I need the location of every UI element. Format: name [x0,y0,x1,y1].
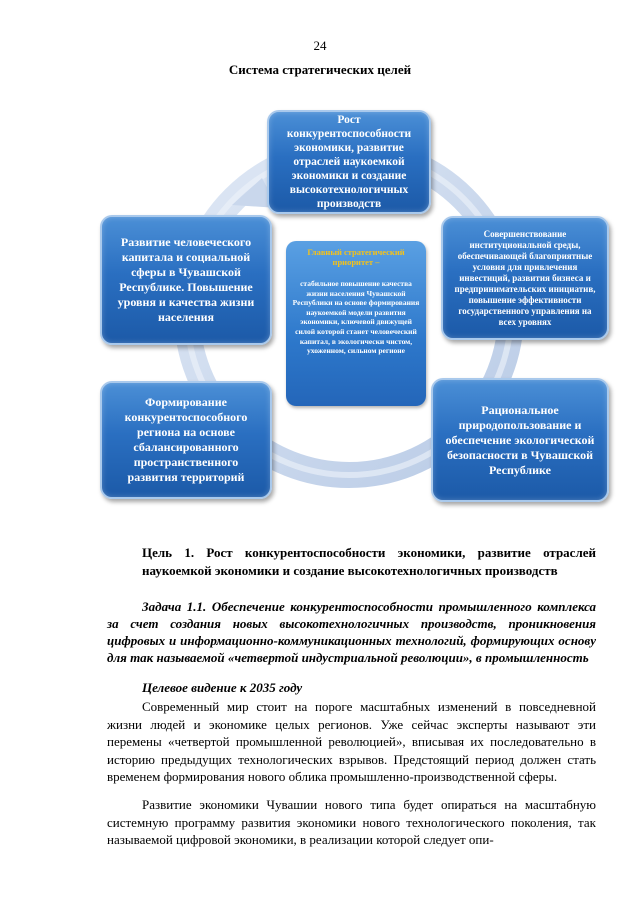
goal-box-top [267,110,431,214]
goal-box-top-text: Рост конкурентоспособности экономики, развитие отраслей наукоемкой экономики и создание высокотехнологичных производств [286,114,412,210]
goal-heading [107,544,596,580]
goal-box-left-bot [100,381,272,499]
page-number: 24 [313,38,327,53]
goal-box-right-mid-text: Совершенствование институциональной среды, обеспечивающей благоприятные условия для привлечения инвестиций, развития бизнеса и предпринимательских инициатив, повышение эффективности государственного управления на всех уровнях [454,228,596,327]
paragraph-1: Современный мир стоит на пороге масштабных изменений в повседневной жизни людей и экономике целых регионов. Уже сейчас эксперты называют эти перемены «четвертой промышленной революцией», вписывая их последовательно в историю предыдущих технологических взрывов. Предстоящий период должен стать временем формирования нового облика промышленно-производственной сферы. [107,699,596,784]
center-priority-box [286,241,426,406]
center-priority-body: стабильное повышение качества жизни населения Чувашской Республики на основе формирования наукоемкой модели развития экономики, ключевой движущей силой которой станет человеческий капитал, в экологически чистом, ухоженном, сильном регионе [292,279,420,356]
diagram-title: Система стратегических целей [228,62,412,77]
center-priority-heading: Главный стратегический приоритет – [307,247,405,267]
goal-heading-text: Цель 1. Рост конкурентоспособности экономики, развитие отраслей наукоемкой экономики и создание высокотехнологичных производств [142,545,596,578]
goal-box-right-mid [441,216,609,340]
paragraph-2: Развитие экономики Чувашии нового типа будет опираться на масштабную системную программу развития экономики нового технологического поколения, так называемой цифровой экономики, в реализации которой следует опи- [107,797,596,847]
goal-box-left-bot-text: Формирование конкурентоспособного региона на основе сбалансированного пространственного развития территорий [124,395,248,484]
vision-subheading: Целевое видение к 2035 году [142,680,303,695]
task-heading: Задача 1.1. Обеспечение конкурентоспособности промышленного комплекса за счет создания новых высокотехнологичных производств, проникновения цифровых и информационно-коммуникационных технологий, формирующих основу для так называемой «четвертой индустриальной революции», в промышленность [107,599,596,665]
goal-box-left-mid-text: Развитие человеческого капитала и социальной сферы в Чувашской Республике. Повышение уровня и качества жизни населения [117,235,255,324]
goal-box-left-mid [100,215,272,345]
goal-box-right-bot-text: Рациональное природопользование и обеспечение экологической безопасности в Чувашской Республике [445,402,595,477]
goal-box-right-bot [431,378,609,502]
